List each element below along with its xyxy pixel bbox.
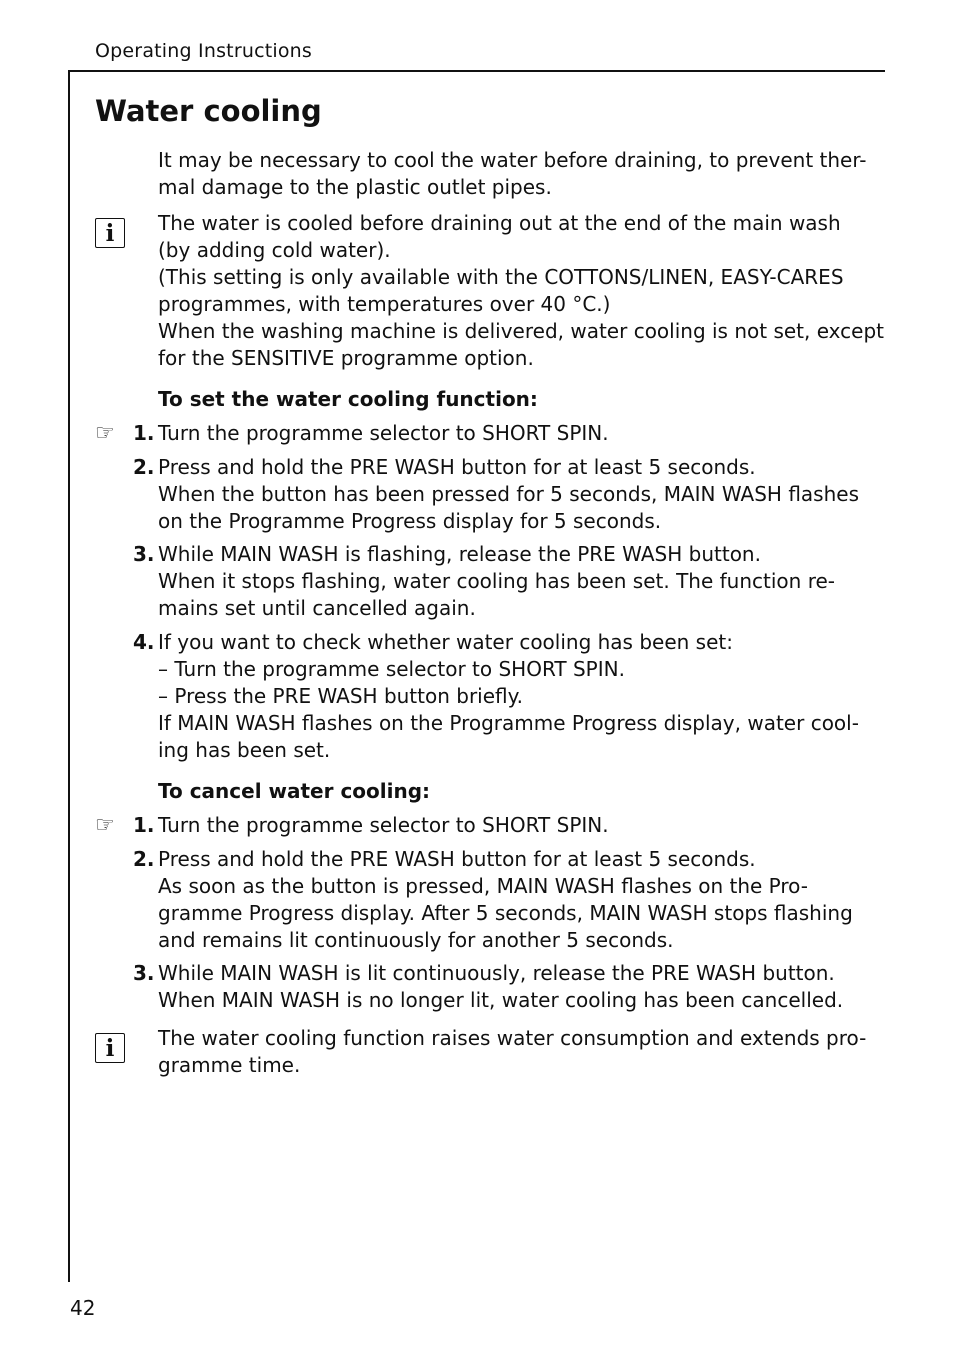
text-line: When the washing machine is delivered, water cooling is not set, except [158,319,885,343]
step-text [158,420,858,447]
text-line: The water cooling function raises water consumption and extends pro- [158,1026,867,1050]
text-line: When MAIN WASH is no longer lit, water cooling has been cancelled. [158,988,844,1012]
step-number: 2. [133,455,155,479]
step-number: 3. [133,542,155,566]
set-section-heading: To set the water cooling function: [158,387,538,411]
left-margin-rule [68,70,70,1282]
text-line: (This setting is only available with the COTTONS/LINEN, EASY-CARES [158,265,844,289]
text-line: and remains lit continuously for another 5 seconds. [158,928,674,952]
step-text [158,454,858,535]
step-text [158,960,858,1014]
page-number: 42 [70,1296,96,1320]
step-text [158,629,858,764]
text-line: mains set until cancelled again. [158,596,476,620]
intro-paragraph [158,147,867,201]
pointing-hand-icon: ☞ [95,813,115,838]
text-line: Turn the programme selector to SHORT SPIN. [158,813,609,837]
text-line: programmes, with temperatures over 40 °C.) [158,292,611,316]
text-line: on the Programme Progress display for 5 seconds. [158,509,662,533]
text-line: Turn the programme selector to SHORT SPIN. [158,421,609,445]
header-rule [68,70,885,72]
text-line: (by adding cold water). [158,238,391,262]
text-line: The water is cooled before draining out at the end of the main wash [158,211,841,235]
info-icon: i [95,218,125,248]
step-text [158,812,858,839]
text-line: When it stops flashing, water cooling has been set. The function re- [158,569,836,593]
step-number: 2. [133,847,155,871]
text-line: for the SENSITIVE programme option. [158,346,534,370]
step-text [158,541,858,622]
text-line: As soon as the button is pressed, MAIN WASH flashes on the Pro- [158,874,808,898]
step-number: 4. [133,630,155,654]
text-line: While MAIN WASH is flashing, release the PRE WASH button. [158,542,761,566]
text-line: While MAIN WASH is lit continuously, release the PRE WASH button. [158,961,835,985]
text-line: If you want to check whether water cooling has been set: [158,630,733,654]
cancel-section-heading: To cancel water cooling: [158,779,431,803]
header-section-label: Operating Instructions [95,40,313,62]
text-line: – Press the PRE WASH button briefly. [158,684,523,708]
text-line: When the button has been pressed for 5 seconds, MAIN WASH flashes [158,482,860,506]
text-line: Press and hold the PRE WASH button for at least 5 seconds. [158,455,756,479]
text-line: ing has been set. [158,738,331,762]
pointing-hand-icon: ☞ [95,421,115,446]
step-text [158,846,858,954]
info-note [158,210,885,372]
step-number: 1. [133,813,155,837]
step-number: 1. [133,421,155,445]
text-line: – Turn the programme selector to SHORT SPIN. [158,657,625,681]
text-line: Press and hold the PRE WASH button for at least 5 seconds. [158,847,756,871]
info-note [158,1025,867,1079]
page-title: Water cooling [95,94,322,128]
text-line: gramme Progress display. After 5 seconds, MAIN WASH stops flashing [158,901,853,925]
info-icon: i [95,1033,125,1063]
text-line: mal damage to the plastic outlet pipes. [158,175,552,199]
text-line: It may be necessary to cool the water before draining, to prevent ther- [158,148,867,172]
text-line: If MAIN WASH flashes on the Programme Progress display, water cool- [158,711,859,735]
step-number: 3. [133,961,155,985]
text-line: gramme time. [158,1053,301,1077]
